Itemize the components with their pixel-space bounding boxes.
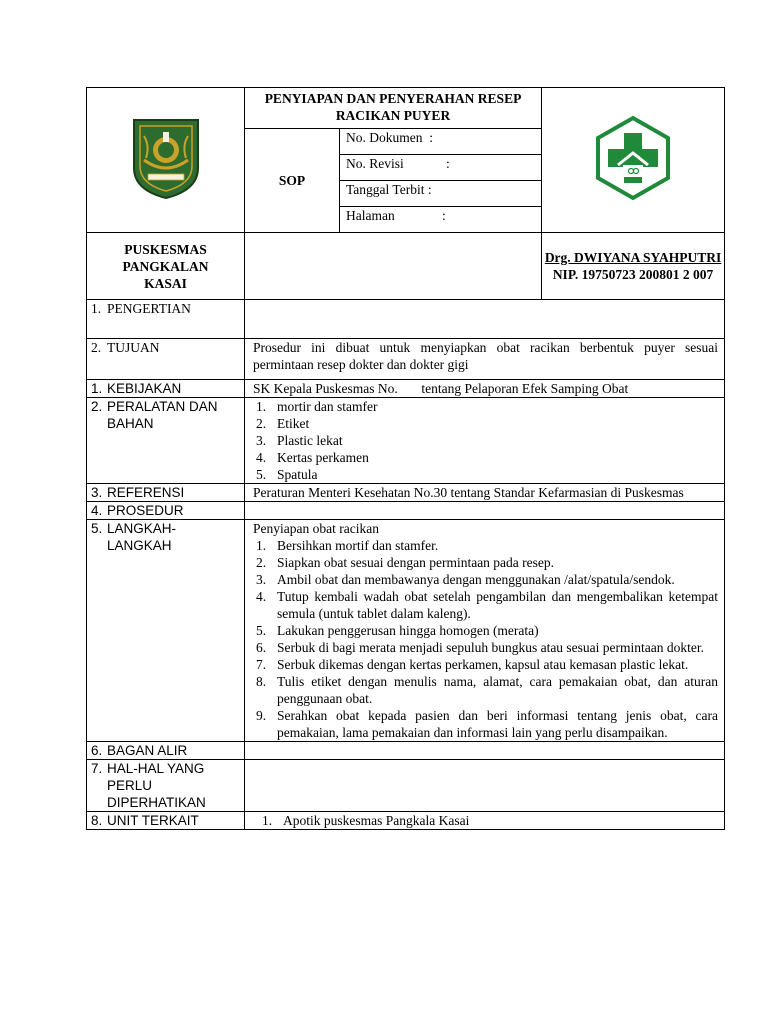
list-item: 8. Tulis etiket dengan menulis nama, alamat, cara pemakaian obat, dan aturan penggunaan obat. <box>256 674 719 706</box>
list-item: 7. Serbuk dikemas dengan kertas perkamen, kapsul atau kemasan plastic lekat. <box>253 656 718 673</box>
seal-cell <box>87 88 245 233</box>
section-label: HAL-HAL YANG PERLU DIPERHATIKAN <box>107 761 206 810</box>
list-item-text: Spatula <box>277 467 318 482</box>
list-item: 4. Kertas perkamen <box>253 449 718 466</box>
list-item: 1. mortir dan stamfer <box>253 398 718 415</box>
section-label: KEBIJAKAN <box>107 381 182 396</box>
meta-halaman <box>340 207 542 233</box>
document-title: PENYIAPAN DAN PENYERAHAN RESEP RACIKAN PUYER <box>245 88 542 129</box>
section-number: 2. <box>91 399 103 414</box>
unit-list <box>259 812 718 829</box>
signer-block <box>542 233 725 300</box>
section-number: 1. <box>91 301 102 316</box>
section-bagan-label <box>87 742 245 760</box>
section-unit-label <box>87 812 245 830</box>
list-item-text: mortir dan stamfer <box>277 399 378 414</box>
section-label: TUJUAN <box>107 340 160 355</box>
section-bagan-content <box>245 742 725 760</box>
section-hal-label <box>87 760 245 812</box>
sop-table <box>86 87 725 830</box>
list-item: 9. Serahkan obat kepada pasien dan beri informasi tentang jenis obat, cara pemakaian, lama pemakaian dan informasi lain yang perlu disampaikan. <box>256 708 719 740</box>
meta-sep: : <box>442 208 446 223</box>
list-item-text: Plastic lekat <box>277 433 343 448</box>
section-pengertian-content <box>245 300 725 339</box>
meta-sep: : <box>446 156 450 171</box>
logo-cell <box>542 88 725 233</box>
peralatan-list <box>253 398 718 483</box>
regional-seal-icon <box>130 116 202 200</box>
list-item-text: Apotik puskesmas Pangkala Kasai <box>283 813 470 828</box>
list-item-text: Serbuk di bagi merata menjadi sepuluh bungkus atau sesuai permintaan dokter. <box>277 640 705 655</box>
section-label: UNIT TERKAIT <box>107 813 199 828</box>
meta-label: Halaman <box>346 208 395 223</box>
section-pengertian-label <box>87 300 245 339</box>
list-item-text: Ambil obat dan membawanya dengan menggunakan /alat/spatula/sendok. <box>277 572 675 587</box>
section-tujuan-content: Prosedur ini dibuat untuk menyiapkan obat racikan berbentuk puyer sesuai permintaan resep dokter dan dokter gigi <box>245 339 725 380</box>
section-label: BAGAN ALIR <box>107 743 188 758</box>
signer-nip: NIP. 19750723 200801 2 007 <box>552 267 714 282</box>
section-label: REFERENSI <box>107 485 185 500</box>
section-number: 3. <box>91 485 103 500</box>
section-label: PROSEDUR <box>107 503 184 518</box>
list-item: 2. Siapkan obat sesuai dengan permintaan pada resep. <box>253 554 718 571</box>
list-item-text: Siapkan obat sesuai dengan permintaan pada resep. <box>277 555 555 570</box>
section-referensi-content: Peraturan Menteri Kesehatan No.30 tentang Standar Kefarmasian di Puskesmas <box>245 484 725 502</box>
meta-no-revisi <box>340 155 542 181</box>
organization-text: PUSKESMAS PANGKALAN KASAI <box>122 241 209 291</box>
section-unit-content <box>245 812 725 830</box>
section-peralatan-content <box>245 398 725 484</box>
section-label: PERALATAN DAN BAHAN <box>107 399 218 431</box>
section-number: 2. <box>91 340 102 355</box>
list-item: 3. Plastic lekat <box>253 432 718 449</box>
section-kebijakan-label <box>87 380 245 398</box>
list-item: 4. Tutup kembali wadah obat setelah pengambilan dan mengembalikan ketempat semula (untuk tablet dalam kaleng). <box>256 589 719 621</box>
list-item-text: Kertas perkamen <box>277 450 369 465</box>
section-number: 7. <box>91 761 103 776</box>
meta-no-dokumen <box>340 129 542 155</box>
signature-blank <box>245 233 542 300</box>
langkah-list <box>253 537 718 741</box>
list-item: 2. Etiket <box>253 415 718 432</box>
section-prosedur-content <box>245 502 725 520</box>
section-prosedur-label <box>87 502 245 520</box>
section-label: PENGERTIAN <box>107 301 191 316</box>
meta-label: No. Revisi <box>346 156 404 171</box>
list-item-text: Etiket <box>277 416 310 431</box>
meta-sep: : <box>427 182 432 197</box>
list-item-text: Tulis etiket dengan menulis nama, alamat, cara pemakaian obat, dan aturan penggunaan obat. <box>277 674 719 706</box>
list-item-text: Serbuk dikemas dengan kertas perkamen, kapsul atau kemasan plastic lekat. <box>277 657 689 672</box>
list-item-text: Lakukan penggerusan hingga homogen (merata) <box>277 623 539 638</box>
list-item: 1. Bersihkan mortif dan stamfer. <box>253 537 718 554</box>
list-item: 5. Spatula <box>253 466 718 483</box>
section-kebijakan-content: SK Kepala Puskesmas No. tentang Pelaporan Efek Samping Obat <box>245 380 725 398</box>
list-item-text: Serahkan obat kepada pasien dan beri informasi tentang jenis obat, cara pemakaian, lama pemakaian dan informasi lain yang perlu disampaikan. <box>277 708 719 740</box>
list-item: 1. Apotik puskesmas Pangkala Kasai <box>259 812 718 829</box>
section-langkah-label <box>87 520 245 742</box>
list-item-text: Tutup kembali wadah obat setelah pengambilan dan mengembalikan ketempat semula (untuk tablet dalam kaleng). <box>277 589 719 621</box>
sop-document <box>86 87 724 830</box>
section-number: 5. <box>91 521 103 536</box>
section-tujuan-label <box>87 339 245 380</box>
langkah-intro: Penyiapan obat racikan <box>253 521 379 536</box>
list-item: 6. Serbuk di bagi merata menjadi sepuluh bungkus atau sesuai permintaan dokter. <box>253 639 718 656</box>
section-label: LANGKAH-LANGKAH <box>107 521 177 553</box>
section-langkah-content <box>245 520 725 742</box>
section-referensi-label <box>87 484 245 502</box>
section-hal-content <box>245 760 725 812</box>
list-item: 3. Ambil obat dan membawanya dengan menggunakan /alat/spatula/sendok. <box>253 571 718 588</box>
list-item-text: Bersihkan mortif dan stamfer. <box>277 538 439 553</box>
section-peralatan-label <box>87 398 245 484</box>
section-number: 8. <box>91 813 103 828</box>
signer-name: Drg. DWIYANA SYAHPUTRI <box>544 250 722 265</box>
organization-name <box>87 233 245 300</box>
section-number: 6. <box>91 743 103 758</box>
list-item: 5. Lakukan penggerusan hingga homogen (merata) <box>253 622 718 639</box>
meta-tanggal-terbit <box>340 181 542 207</box>
meta-sep: : <box>429 130 434 145</box>
meta-label: Tanggal Terbit <box>346 182 425 197</box>
section-number: 1. <box>91 381 103 396</box>
meta-label: No. Dokumen <box>346 130 423 145</box>
sop-label: SOP <box>245 129 340 233</box>
puskesmas-logo-icon <box>594 115 672 201</box>
section-number: 4. <box>91 503 103 518</box>
